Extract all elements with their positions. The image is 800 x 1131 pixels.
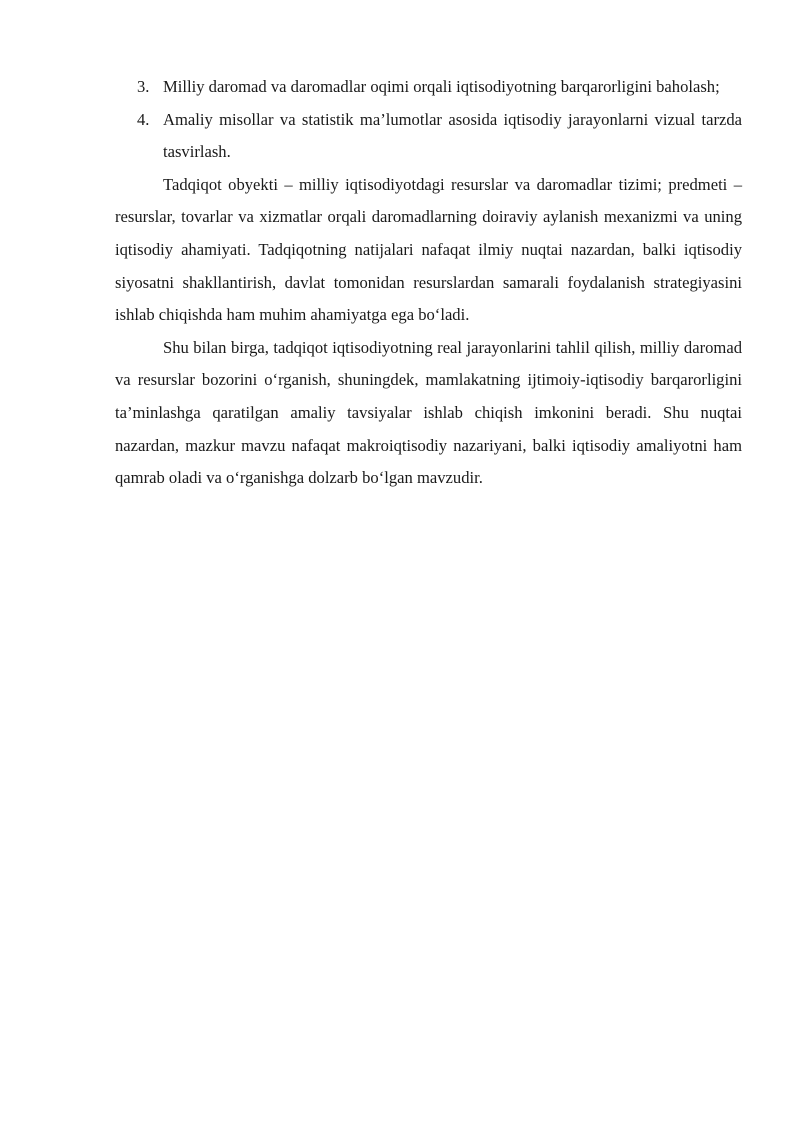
- body-text: [115, 71, 742, 495]
- paragraph-research-significance: Shu bilan birga, tadqiqot iqtisodiyotning real jarayonlarini tahlil qilish, milliy daromad va resurslar bozorini o‘rganish, shuningdek, mamlakatning ijtimoiy-iqtisodiy barqarorligini ta’minlashga qaratilgan amaliy tavsiyalar ishlab chiqish imkonini beradi. Shu nuqtai nazardan, mazkur mavzu nafaqat makroiqtisodiy nazariyani, balki iqtisodiy amaliyotni ham qamrab oladi va o‘rganishga dolzarb bo‘lgan mavzudir.: [115, 337, 742, 488]
- list-item-text: Milliy daromad va daromadlar oqimi orqali iqtisodiyotning barqarorligini baholash;: [163, 77, 720, 96]
- numbered-list: [115, 71, 742, 169]
- paragraph-research-object: Tadqiqot obyekti – milliy iqtisodiyotdagi resurslar va daromadlar tizimi; predmeti – resurslar, tovarlar va xizmatlar orqali daromadlarning doiraviy aylanish mexanizmi va uning iqtisodiy ahamiyati. Tadqiqotning natijalari nafaqat ilmiy nuqtai nazardan, balki iqtisodiy siyosatni shakllantirish, davlat tomonidan resurslardan samarali foydalanish strategiyasini ishlab chiqishda ham muhim ahamiyatga ega bo‘ladi.: [115, 174, 742, 325]
- list-item: [115, 71, 742, 104]
- list-item: [115, 104, 742, 169]
- list-item-number: 3.: [137, 77, 150, 96]
- list-item-number: 4.: [137, 109, 150, 129]
- list-item-text: Amaliy misollar va statistik ma’lumotlar asosida iqtisodiy jarayonlarni vizual tarzda tasvirlash.: [163, 109, 742, 162]
